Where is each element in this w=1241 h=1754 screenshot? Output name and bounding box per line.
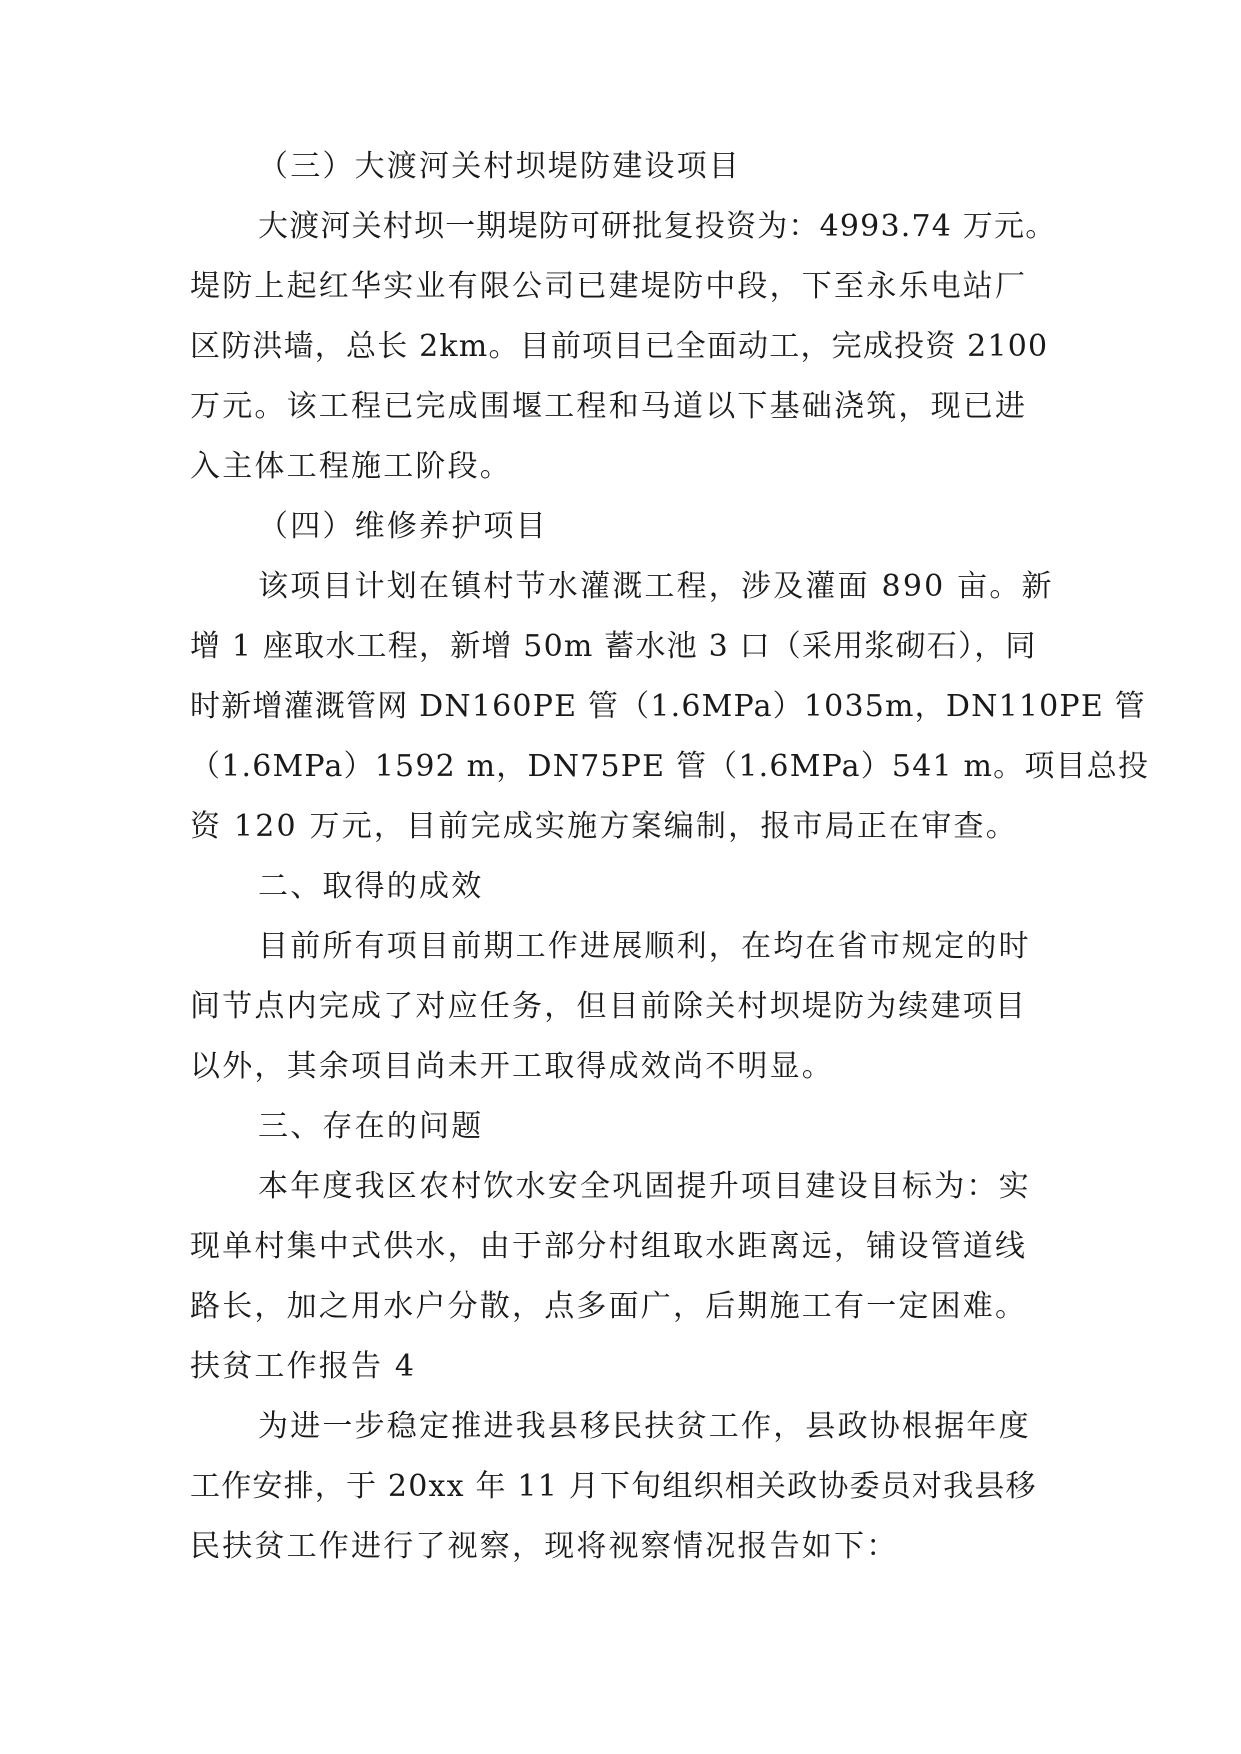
paragraph-line: 区防洪墙，总长 2km。目前项目已全面动工，完成投资 2100: [190, 329, 1049, 364]
paragraph-line: 大渡河关村坝一期堤防可研批复投资为：4993.74 万元。: [258, 209, 1057, 244]
section-heading-results: 二、取得的成效: [258, 869, 484, 904]
paragraph-line: 增 1 座取水工程，新增 50m 蓄水池 3 口（采用浆砌石），同: [190, 629, 1037, 664]
paragraph-line: 堤防上起红华实业有限公司已建堤防中段，下至永乐电站厂: [190, 269, 1028, 304]
paragraph-line: 资 120 万元，目前完成实施方案编制，报市局正在审查。: [190, 809, 1018, 844]
paragraph-line: 本年度我区农村饮水安全巩固提升项目建设目标为：实: [258, 1169, 1031, 1204]
paragraph-line: 万元。该工程已完成围堰工程和马道以下基础浇筑，现已进: [190, 389, 1028, 424]
paragraph-line: 该项目计划在镇村节水灌溉工程，涉及灌面 890 亩。新: [258, 569, 1054, 604]
report-title: 扶贫工作报告 4: [190, 1349, 417, 1384]
paragraph-line: 为进一步稳定推进我县移民扶贫工作，县政协根据年度: [258, 1409, 1031, 1444]
paragraph-line: 间节点内完成了对应任务，但目前除关村坝堤防为续建项目: [190, 989, 1028, 1024]
section-heading-3: （三）大渡河关村坝堤防建设项目: [258, 149, 741, 184]
section-heading-problems: 三、存在的问题: [258, 1109, 484, 1144]
paragraph-line: 路长，加之用水户分散，点多面广，后期施工有一定困难。: [190, 1289, 1028, 1324]
paragraph-line: 目前所有项目前期工作进展顺利，在均在省市规定的时: [258, 929, 1031, 964]
paragraph-line: 入主体工程施工阶段。: [190, 449, 512, 484]
section-heading-4: （四）维修养护项目: [258, 509, 548, 544]
paragraph-line: 以外，其余项目尚未开工取得成效尚不明显。: [190, 1049, 834, 1084]
paragraph-line: 现单村集中式供水，由于部分村组取水距离远，铺设管道线: [190, 1229, 1028, 1264]
paragraph-line: （1.6MPa）1592 m，DN75PE 管（1.6MPa）541 m。项目总投: [190, 749, 1150, 784]
paragraph-line: 工作安排，于 20xx 年 11 月下旬组织相关政协委员对我县移: [190, 1469, 1037, 1504]
paragraph-line: 时新增灌溉管网 DN160PE 管（1.6MPa）1035m，DN110PE 管: [190, 689, 1146, 724]
paragraph-line: 民扶贫工作进行了视察，现将视察情况报告如下：: [190, 1529, 899, 1564]
